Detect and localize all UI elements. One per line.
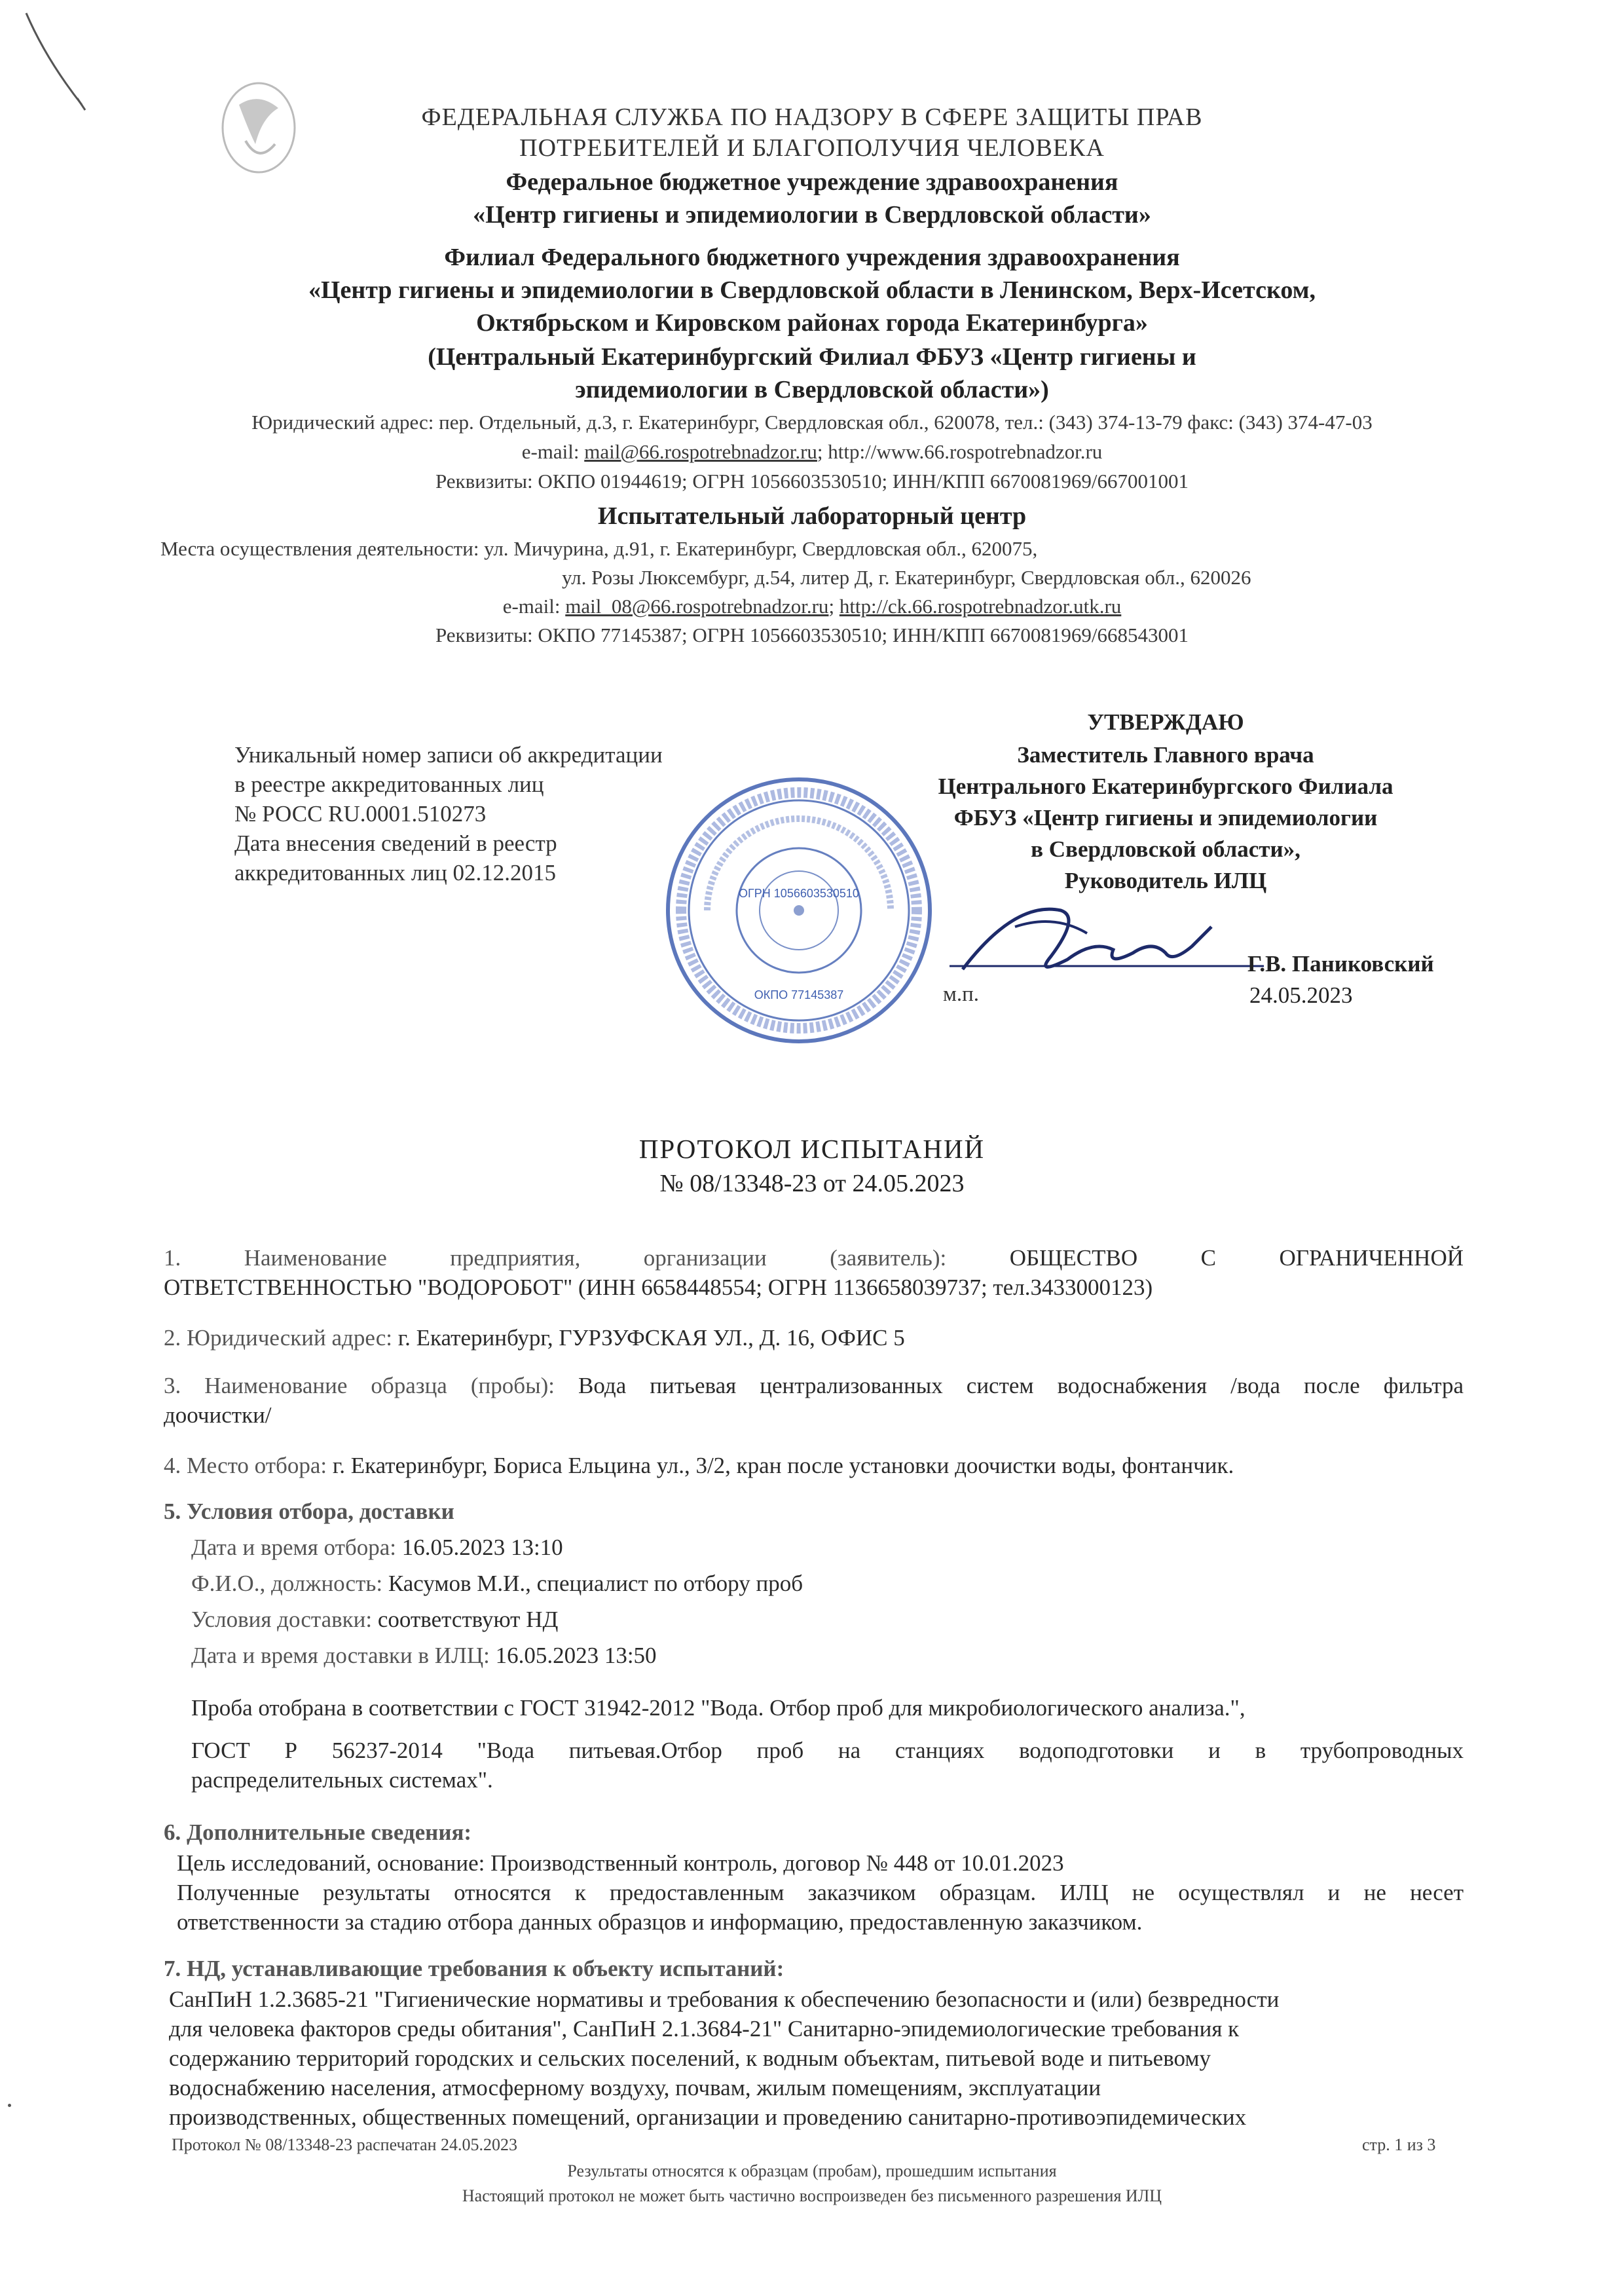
section-7-line2: для человека факторов среды обитания", СанПиН 2.1.3684-21" Санитарно-эпидемиологические требования к [169,2016,1240,2042]
requisites-1: Реквизиты: ОКПО 01944619; ОГРН 1056603530510; ИНН/КПП 6670081969/667001001 [435,470,1189,493]
section-2 [164,1323,905,1353]
approval-line2: Центрального Екатеринбургского Филиала [938,774,1393,799]
section-5-sample-dt [191,1533,563,1562]
branch-line3: Октябрьском и Кировском районах города Екатеринбурга» [476,309,1148,337]
lab-title: Испытательный лабораторный центр [597,502,1027,530]
section-3-value-a: Вода питьевая централизованных систем водоснабжения /вода после фильтра [578,1373,1464,1398]
person-label: Ф.И.О., должность: [191,1571,383,1596]
contact-line [0,439,1624,465]
section-6-label: 6. Дополнительные сведения: [164,1819,472,1845]
section-5-standard-1: Проба отобрана в соответствии с ГОСТ 31942-2012 "Вода. Отбор проб для микробиологического анализа.", [191,1695,1246,1721]
branch-line1: Филиал Федерального бюджетного учреждения здравоохранения [444,244,1180,271]
section-4 [164,1451,1234,1480]
section-1-label: 1. Наименование предприятия, организации (заявитель): [164,1245,947,1271]
section-6-purpose: Цель исследований, основание: Производственный контроль, договор № 448 от 10.01.2023 [177,1850,1064,1876]
section-1-line1 [164,1243,1464,1273]
section-7-line1: СанПиН 1.2.3685-21 "Гигиенические нормативы и требования к обеспечению безопасности и (или) безвредности [169,1987,1280,2012]
signature [936,887,1277,986]
section-5-person [191,1569,803,1598]
delivery-value: соответствуют НД [377,1607,559,1632]
requisites-2: Реквизиты: ОКПО 77145387; ОГРН 1056603530510; ИНН/КПП 6670081969/668543001 [435,624,1189,646]
approval-line3: ФБУЗ «Центр гигиены и эпидемиологии [953,805,1378,830]
lab-site-link[interactable]: http://ck.66.rospotrebnadzor.utk.ru [839,595,1122,618]
section-3-line1 [164,1371,1464,1400]
sample-dt-label: Дата и время отбора: [191,1535,396,1560]
branch-line4: (Центральный Екатеринбургский Филиал ФБУЗ «Центр гигиены и [428,343,1196,371]
stamp-okpo: ОКПО 77145387 [754,988,844,1001]
institution-line1: Федеральное бюджетное учреждение здравоохранения [506,168,1118,196]
accreditation-date: аккредитованных лиц 02.12.2015 [234,860,556,886]
protocol-number: № 08/13348-23 от 24.05.2023 [659,1170,965,1197]
section-5-standard-2a: ГОСТ Р 56237-2014 "Вода питьевая.Отбор проб на станциях водоподготовки и в трубопроводных [191,1738,1464,1763]
corner-mark [20,7,92,111]
section-5-delivery [191,1605,558,1634]
section-5-delivery-dt [191,1641,657,1670]
accreditation-block [234,740,663,887]
sample-dt-value: 16.05.2023 13:10 [401,1535,563,1560]
section-6-note-b: ответственности за стадию отбора данных образцов и информацию, предоставленную заказчиком. [177,1909,1143,1935]
section-4-value: г. Екатеринбург, Бориса Ельцина ул., 3/2, кран после установки доочистки воды, фонтанчик. [332,1453,1234,1478]
protocol-title: ПРОТОКОЛ ИСПЫТАНИЙ [638,1134,986,1164]
signatory-name: Г.В. Паниковский [1247,951,1434,977]
branch-line2: «Центр гигиены и эпидемиологии в Свердловской области в Ленинском, Верх-Исетском, [308,276,1316,304]
seal-place-mark: м.п. [943,982,980,1006]
lab-email-link[interactable]: mail_08@66.rospotrebnadzor.ru [565,595,829,618]
margin-dot [8,2104,11,2107]
agency-name-line2: ПОТРЕБИТЕЛЕЙ И БЛАГОПОЛУЧИЯ ЧЕЛОВЕКА [519,134,1105,162]
section-6-note-a: Полученные результаты относятся к предоставленным заказчиком образцам. ИЛЦ не осуществлял и не несет [177,1880,1464,1905]
delivery-dt-value: 16.05.2023 13:50 [495,1643,657,1668]
section-2-value: г. Екатеринбург, ГУРЗУФСКАЯ УЛ., Д. 16, ОФИС 5 [397,1325,905,1351]
approval-date: 24.05.2023 [1249,982,1353,1008]
lab-address-1: Места осуществления деятельности: ул. Мичурина, д.91, г. Екатеринбург, Свердловская обл., 620075, [160,537,1038,560]
email-label: e-mail: [521,440,580,463]
approval-line5: Руководитель ИЛЦ [1064,868,1267,893]
section-7-line4: водоснабжению населения, атмосферному воздуху, почвам, жилым помещениям, эксплуатации [169,2075,1101,2100]
lab-email-label: e-mail: [502,595,561,618]
section-1-value-b: ОТВЕТСТВЕННОСТЬЮ "ВОДОРОБОТ" (ИНН 6658448554; ОГРН 1136658039737; тел.3433000123) [164,1275,1153,1300]
institution-line2: «Центр гигиены и эпидемиологии в Свердловской области» [473,201,1151,229]
approval-line1: Заместитель Главного врача [1017,742,1314,768]
section-1-value-a: ОБЩЕСТВО С ОГРАНИЧЕННОЙ [1009,1245,1464,1271]
footer-page: стр. 1 из 3 [1362,2135,1436,2154]
legal-address: Юридический адрес: пер. Отдельный, д.3, г. Екатеринбург, Свердловская обл., 620078, тел.: (343) 374-13-79 факс: (343) 374-47-03 [251,411,1373,434]
footer-printed: Протокол № 08/13348-23 распечатан 24.05.2023 [172,2135,518,2154]
section-4-label: 4. Место отбора: [164,1453,327,1478]
section-7-line3: содержанию территорий городских и сельских поселений, к водным объектам, питьевой воде и питьевому [169,2045,1211,2071]
accreditation-number: № РОСС RU.0001.510273 [234,801,487,827]
section-3-label: 3. Наименование образца (пробы): [164,1373,555,1398]
accreditation-line4: Дата внесения сведений в реестр [234,830,557,856]
delivery-label: Условия доставки: [191,1607,373,1632]
delivery-dt-label: Дата и время доставки в ИЛЦ: [191,1643,490,1668]
section-7-label: 7. НД, устанавливающие требования к объекту испытаний: [164,1956,784,1981]
footer-note-2: Настоящий протокол не может быть частично воспроизведен без письменного разрешения ИЛЦ [462,2186,1162,2205]
section-5-label: 5. Условия отбора, доставки [164,1499,454,1524]
section-7-line5: производственных, общественных помещений, организации и проведению санитарно-противоэпидемических [169,2104,1247,2130]
section-3-value-b: доочистки/ [164,1402,272,1428]
stamp-ogrn: ОГРН 1056603530510 [739,887,859,900]
accreditation-line1: Уникальный номер записи об аккредитации [234,742,663,768]
website-link[interactable]: ; http://www.66.rospotrebnadzor.ru [817,440,1103,463]
section-2-label: 2. Юридический адрес: [164,1325,393,1351]
branch-line5: эпидемиологии в Свердловской области») [575,376,1049,403]
approval-title: УТВЕРЖДАЮ [1087,709,1244,735]
lab-contact-line: e-mail: mail_08@66.rospotrebnadzor.ru; http://ck.66.rospotrebnadzor.utk.ru [502,595,1122,618]
section-5-standard-2b: распределительных системах". [191,1767,493,1793]
person-value: Касумов М.И., специалист по отбору проб [388,1571,803,1596]
email-link[interactable]: mail@66.rospotrebnadzor.ru [584,440,817,463]
lab-address-2: ул. Розы Люксембург, д.54, литер Д, г. Екатеринбург, Свердловская обл., 620026 [562,566,1251,589]
agency-name-line1: ФЕДЕРАЛЬНАЯ СЛУЖБА ПО НАДЗОРУ В СФЕРЕ ЗАЩИТЫ ПРАВ [421,103,1203,131]
accreditation-line2: в реестре аккредитованных лиц [234,772,544,797]
footer-note-1: Результаты относятся к образцам (пробам), прошедшим испытания [567,2161,1057,2180]
approval-line4: в Свердловской области», [1031,836,1301,862]
